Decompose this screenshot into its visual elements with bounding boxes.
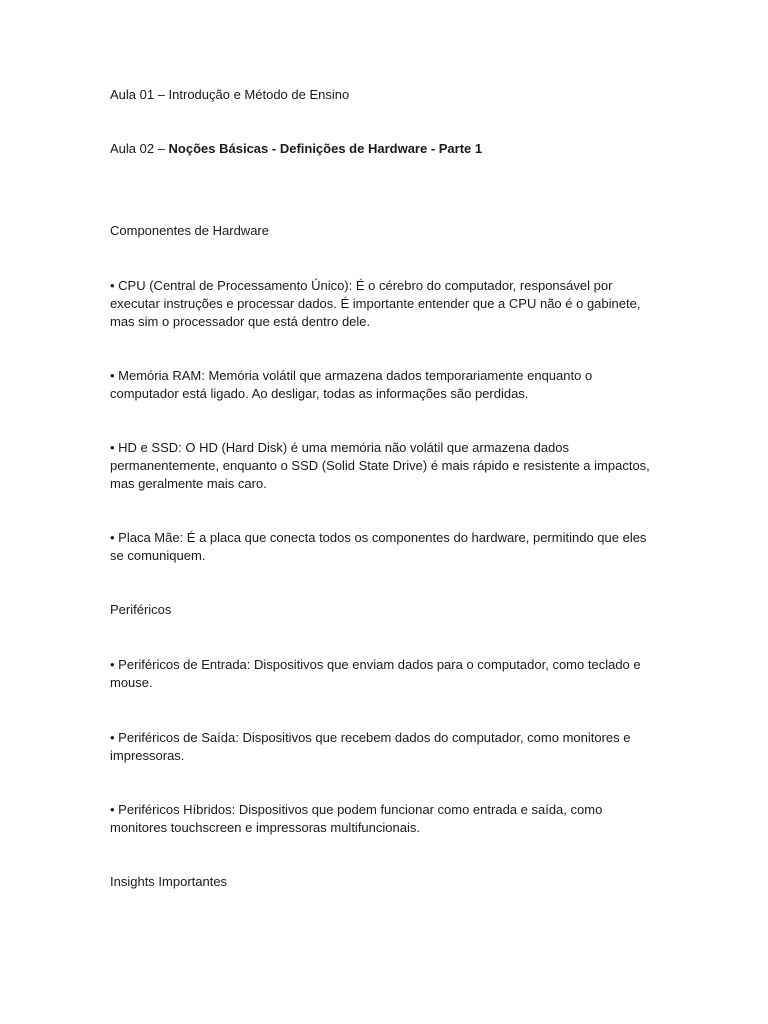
lesson-01-title: Aula 01 – Introdução e Método de Ensino [110,87,350,102]
cpu-paragraph: • CPU (Central de Processamento Único): É o cérebro do computador, responsável por executar instruções e processar dados. É importante entender que a CPU não é o gabinete, mas sim o processador que está dentro dele. [110,278,641,329]
output-peripherals-paragraph: • Periféricos de Saída: Dispositivos que recebem dados do computador, como monitores e impressoras. [110,730,631,763]
hd-ssd-paragraph: • HD e SSD: O HD (Hard Disk) é uma memória não volátil que armazena dados permanentemente, enquanto o SSD (Solid State Drive) é mais rápido e resistente a impactos, mas geralmente mais caro. [110,440,650,491]
lesson-02-title [110,140,655,158]
section-insights-heading: Insights Importantes [110,874,228,889]
lesson-02-heading: Noções Básicas - Definições de Hardware - Parte 1 [168,141,483,156]
lesson-02-prefix: Aula 02 – [110,141,169,156]
input-peripherals-paragraph: • Periféricos de Entrada: Dispositivos que enviam dados para o computador, como teclado e mouse. [110,657,641,690]
motherboard-paragraph: • Placa Mãe: É a placa que conecta todos os componentes do hardware, permitindo que eles se comuniquem. [110,530,647,563]
hybrid-peripherals-paragraph: • Periféricos Híbridos: Dispositivos que podem funcionar como entrada e saída, como monitores touchscreen e impressoras multifuncionais. [110,802,603,835]
section-hardware-heading: Componentes de Hardware [110,223,269,238]
ram-paragraph: • Memória RAM: Memória volátil que armazena dados temporariamente enquanto o computador está ligado. Ao desligar, todas as informações são perdidas. [110,368,593,401]
section-peripherals-heading: Periféricos [110,602,172,617]
